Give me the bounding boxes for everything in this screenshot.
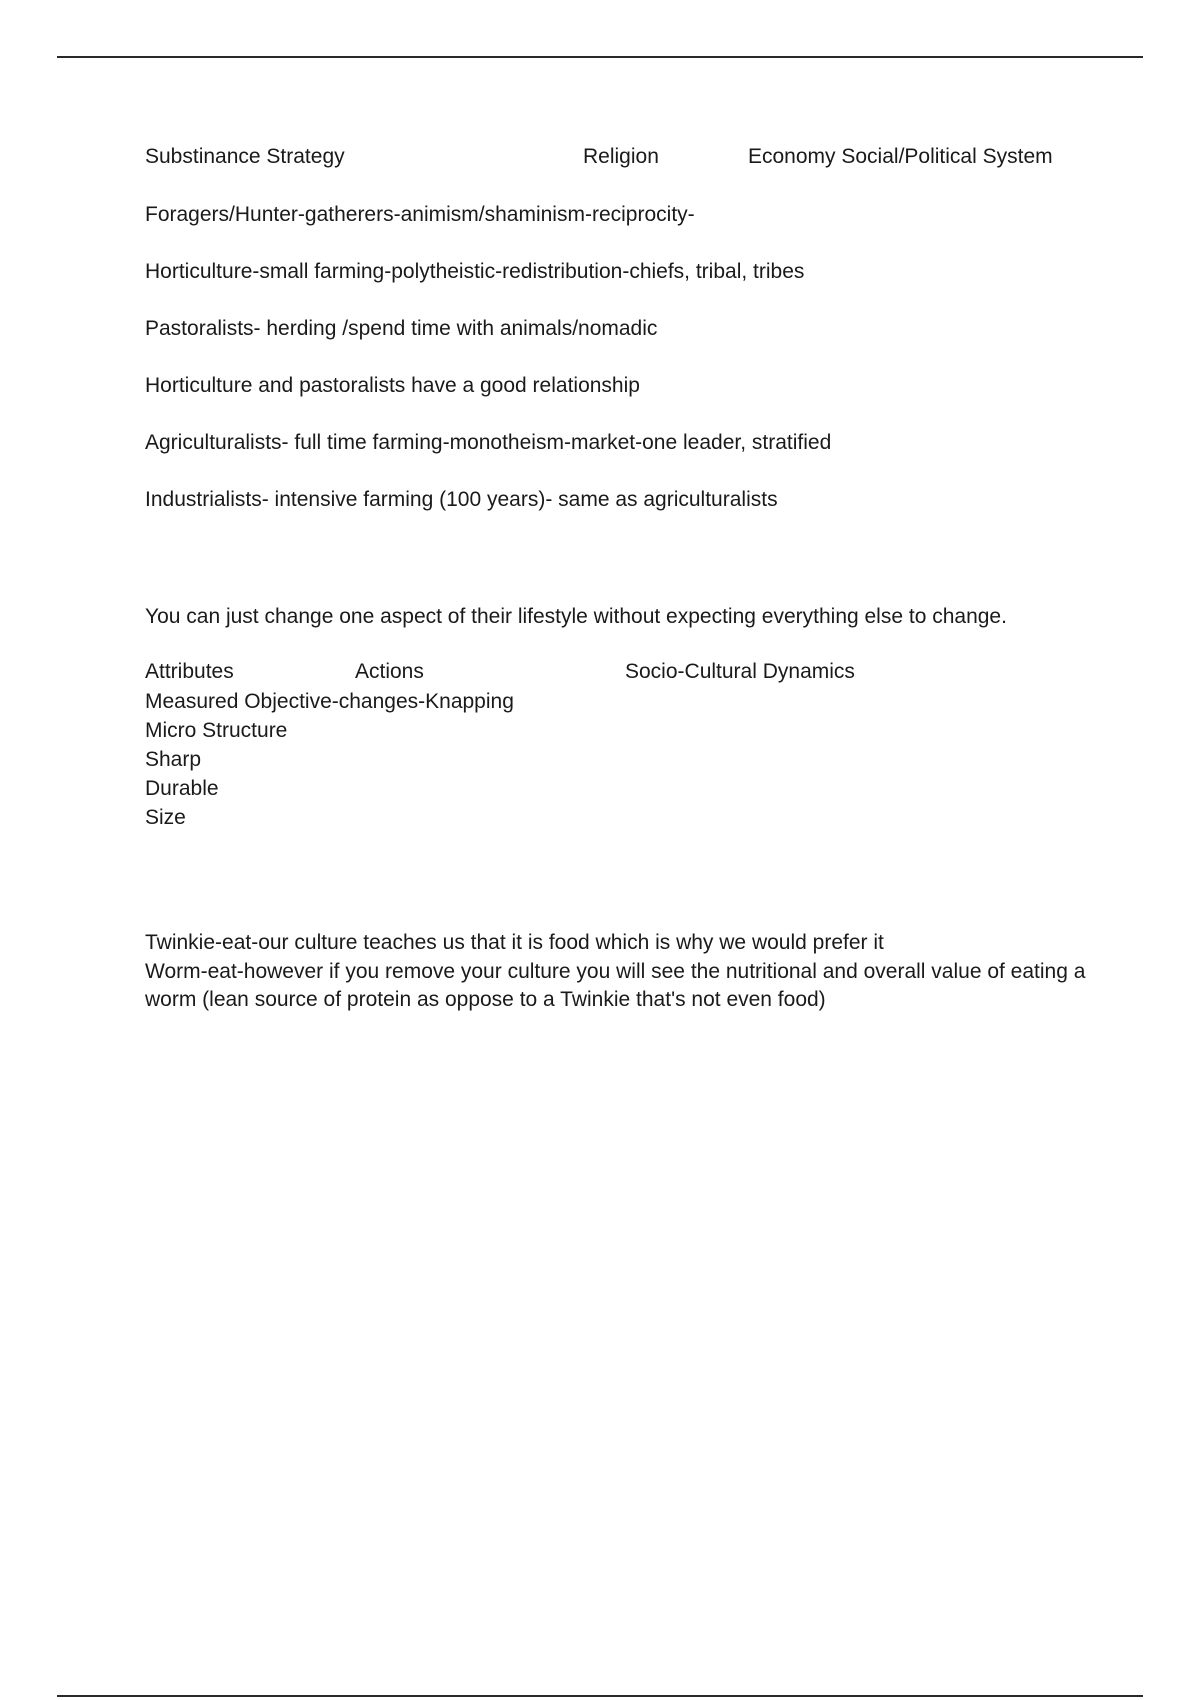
header-socio-cultural-dynamics: Socio-Cultural Dynamics [625,660,855,683]
attribute-item: Measured Objective-changes-Knapping [145,690,514,713]
header-subsistence-strategy: Substinance Strategy [145,145,345,168]
strategy-header-row [145,143,1095,173]
strategy-foragers: Foragers/Hunter-gatherers-animism/shaminism-reciprocity- [145,203,695,226]
strategy-relationship: Horticulture and pastoralists have a good relationship [145,374,640,397]
header-religion: Religion [583,145,659,168]
attribute-item: Sharp [145,748,202,771]
top-rule [57,56,1143,58]
strategy-agriculturalists: Agriculturalists- full time farming-monotheism-market-one leader, stratified [145,431,832,454]
attribute-item: Micro Structure [145,719,288,742]
header-actions: Actions [355,660,424,683]
twinkie-note: Twinkie-eat-our culture teaches us that it is food which is why we would prefer it [145,931,884,954]
attribute-item: Durable [145,777,219,800]
document-body [145,143,1095,1015]
strategy-horticulture: Horticulture-small farming-polytheistic-redistribution-chiefs, tribal, tribes [145,260,805,283]
bottom-rule [57,1695,1143,1697]
attributes-header-row [145,658,1095,688]
header-economy-social-political: Economy Social/Political System [748,145,1053,168]
strategy-pastoralists: Pastoralists- herding /spend time with animals/nomadic [145,317,658,340]
header-attributes: Attributes [145,660,234,683]
lifestyle-note: You can just change one aspect of their lifestyle without expecting everything else to change. [145,605,1007,628]
strategy-industrialists: Industrialists- intensive farming (100 years)- same as agriculturalists [145,488,778,511]
worm-note: Worm-eat-however if you remove your culture you will see the nutritional and overall value of eating a worm (lean source of protein as oppose to a Twinkie that's not even food) [145,960,1086,1012]
attribute-item: Size [145,806,186,829]
